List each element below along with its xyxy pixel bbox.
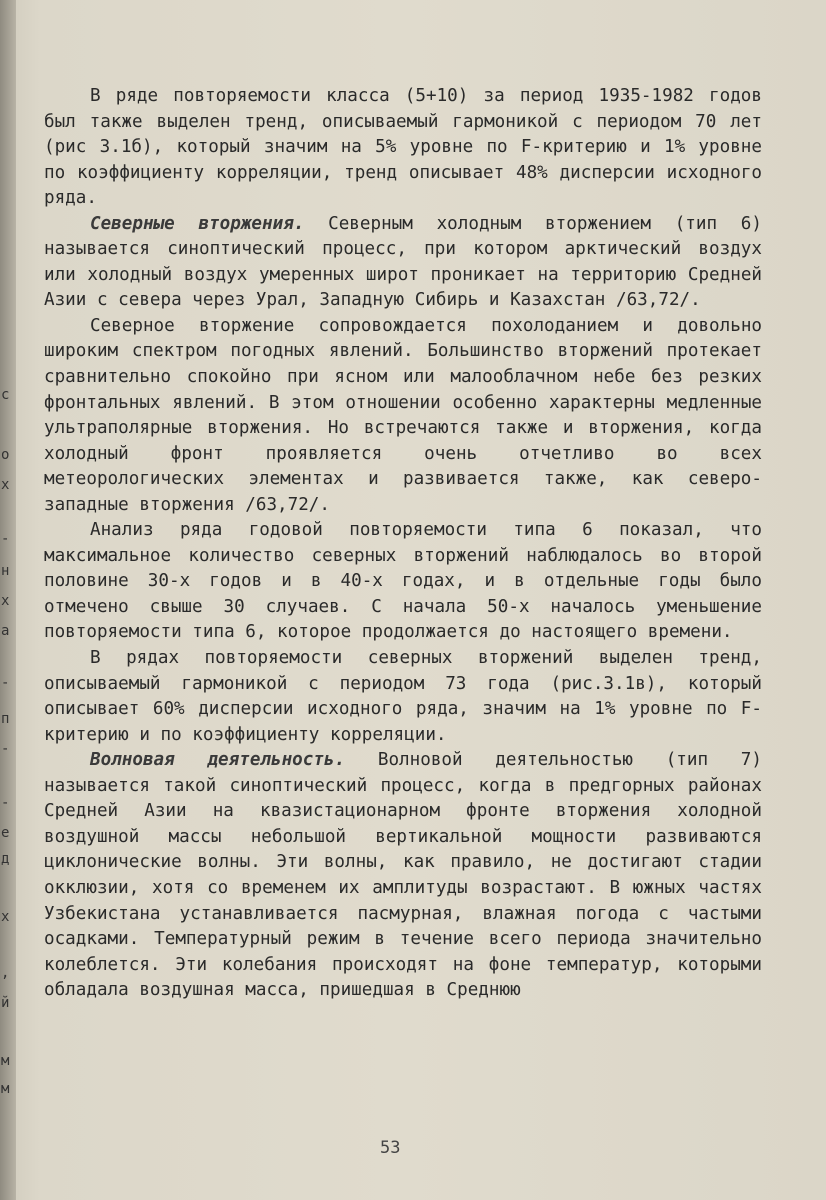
- body-text: [44, 84, 762, 1004]
- margin-mark: х: [1, 593, 10, 609]
- paragraph-text: В ряде повторяемости класса (5+10) за период 1935-1982 годов был также выделен тренд, описываемый гармоникой с периодом 70 лет (рис 3.1б), который значим на 5% уровне по F-критерию и 1% уровне по коэффициенту корреляции, тренд описывает 48% дисперсии исходного ряда.: [44, 86, 762, 209]
- margin-mark: х: [1, 477, 10, 493]
- margin-mark: й: [1, 995, 10, 1011]
- margin-mark: ,: [1, 965, 10, 981]
- margin-mark: -: [1, 795, 10, 811]
- margin-mark: н: [1, 563, 10, 579]
- margin-mark: -: [1, 675, 10, 691]
- margin-mark: м: [1, 1081, 10, 1097]
- page-number: 53: [380, 1138, 401, 1158]
- paragraph-text: Анализ ряда годовой повторяемости типа 6 показал, что максимальное количество северных вторжений наблюдалось во второй половине 30-х годов и в 40-х годах, и в отдельные годы было отмечено свыше 30 случаев. С начала 50-х началось уменьшение повторяемости типа 6, которое продолжается до настоящего времени.: [44, 520, 762, 643]
- margin-mark: с: [1, 387, 10, 403]
- paragraph-northern-weather: [44, 314, 762, 518]
- paragraph-northern-intrusions: [44, 212, 762, 314]
- margin-mark: м: [1, 1053, 10, 1069]
- section-heading: Северные вторжения.: [90, 213, 305, 234]
- paragraph-text: Северное вторжение сопровождается похолоданием и довольно широким спектром погодных явлений. Большинство вторжений протекает сравнительно спокойно при ясном или малооблачном небе без резких фронтальных явлений. В этом отношении особенно характерны медленные ультраполярные вторжения. Но встречаются также и вторжения, когда холодный фронт проявляется очень отчетливо во всех метеорологических элементах и развивается также, как северо-западные вторжения /63,72/.: [44, 315, 762, 515]
- paragraph-wave-activity: [44, 748, 762, 1003]
- margin-mark: х: [1, 909, 10, 925]
- section-heading: Волновая деятельность.: [90, 750, 346, 771]
- margin-mark: е: [1, 825, 10, 841]
- margin-mark: а: [1, 623, 10, 639]
- margin-mark: д: [1, 851, 10, 867]
- paragraph-northern-trend: [44, 646, 762, 748]
- paragraph-type6-analysis: [44, 518, 762, 646]
- paragraph-trend-class-5-10: [44, 84, 762, 212]
- paragraph-text: Северным холодным вторжением (тип 6) называется синоптический процесс, при котором арктический воздух или холодный воздух умеренных широт проникает на территорию Средней Азии с севера через Урал, Западную Сибирь и Казахстан /63,72/.: [44, 213, 762, 311]
- paragraph-text: В рядах повторяемости северных вторжений выделен тренд, описываемый гармоникой с периодом 73 года (рис.3.1в), который описывает 60% дисперсии исходного ряда, значим на 1% уровне по F-критерию и по коэффициенту корреляции.: [44, 648, 762, 745]
- margin-mark: -: [1, 741, 10, 757]
- margin-mark: о: [1, 447, 10, 463]
- margin-mark: -: [1, 531, 10, 547]
- margin-mark: п: [1, 711, 10, 727]
- paragraph-text: Волновой деятельностью (тип 7) называется такой синоптический процесс, когда в предгорных районах Средней Азии на квазистационарном фронте вторжения холодной воздушной массы небольшой вертикальной мощности развиваются циклонические волны. Эти волны, как правило, не достигают стадии окклюзии, хотя со временем их амплитуды возрастают. В южных частях Узбекистана устанавливается пасмурная, влажная погода с частыми осадками. Температурный режим в течение всего периода значительно колеблется. Эти колебания происходят на фоне температур, которыми обладала воздушная масса, пришедшая в Среднюю: [44, 750, 762, 1001]
